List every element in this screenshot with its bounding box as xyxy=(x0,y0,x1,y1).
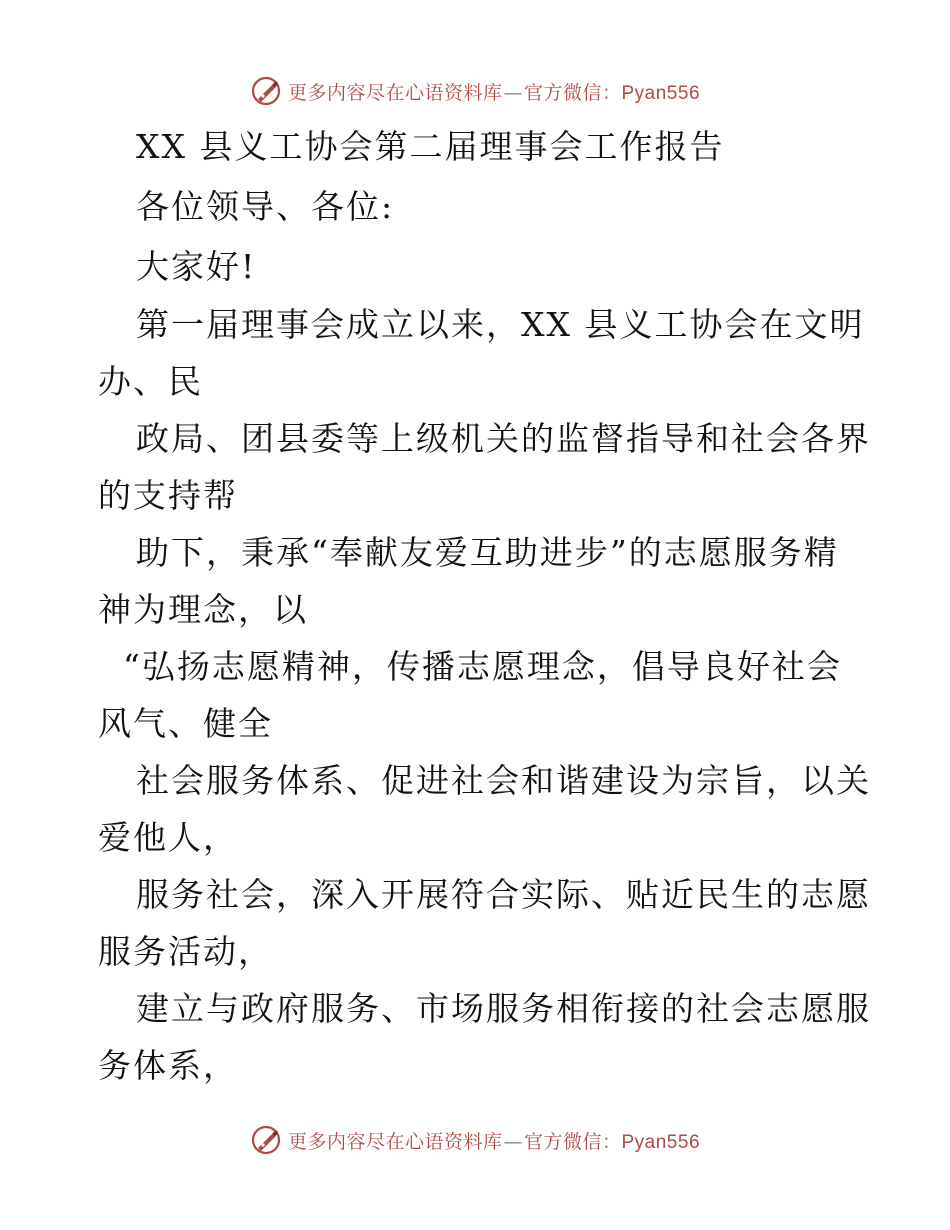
paragraph-line: 政局、团县委等上级机关的监督指导和社会各界 xyxy=(136,419,871,458)
paragraph-line: 务体系， xyxy=(98,1046,238,1085)
paragraph-line: 爱他人， xyxy=(98,818,238,857)
paragraph-line: 神为理念，以 xyxy=(98,590,308,629)
greeting: 大家好! xyxy=(136,247,257,286)
header-watermark xyxy=(0,71,950,111)
paragraph-line: “弘扬志愿精神，传播志愿理念，倡导良好社会 xyxy=(123,647,842,686)
paragraph-line: 风气、健全 xyxy=(98,704,273,743)
paragraph-line: 第一届理事会成立以来，XX 县义工协会在文明 xyxy=(136,305,865,344)
paragraph-line: 服务活动， xyxy=(98,932,273,971)
paragraph-line: 助下，秉承“奉献友爱互助进步”的志愿服务精 xyxy=(136,533,839,572)
footer-watermark xyxy=(0,1120,950,1160)
pen-nib-logo-icon xyxy=(250,75,282,107)
paragraph-line: 服务社会，深入开展符合实际、贴近民生的志愿 xyxy=(136,875,871,914)
document-title: XX 县义工协会第二届理事会工作报告 xyxy=(136,127,725,166)
paragraph-line: 建立与政府服务、市场服务相衔接的社会志愿服 xyxy=(136,989,871,1028)
salutation: 各位领导、各位: xyxy=(136,187,395,226)
watermark-text: 更多内容尽在心语资料库—官方微信：Pyan556 xyxy=(287,1130,701,1153)
paragraph-line: 的支持帮 xyxy=(98,476,238,515)
watermark-text: 更多内容尽在心语资料库—官方微信：Pyan556 xyxy=(287,81,701,104)
pen-nib-logo-icon xyxy=(250,1124,282,1156)
paragraph-line: 办、民 xyxy=(98,362,203,401)
paragraph-line: 社会服务体系、促进社会和谐建设为宗旨，以关 xyxy=(136,761,871,800)
